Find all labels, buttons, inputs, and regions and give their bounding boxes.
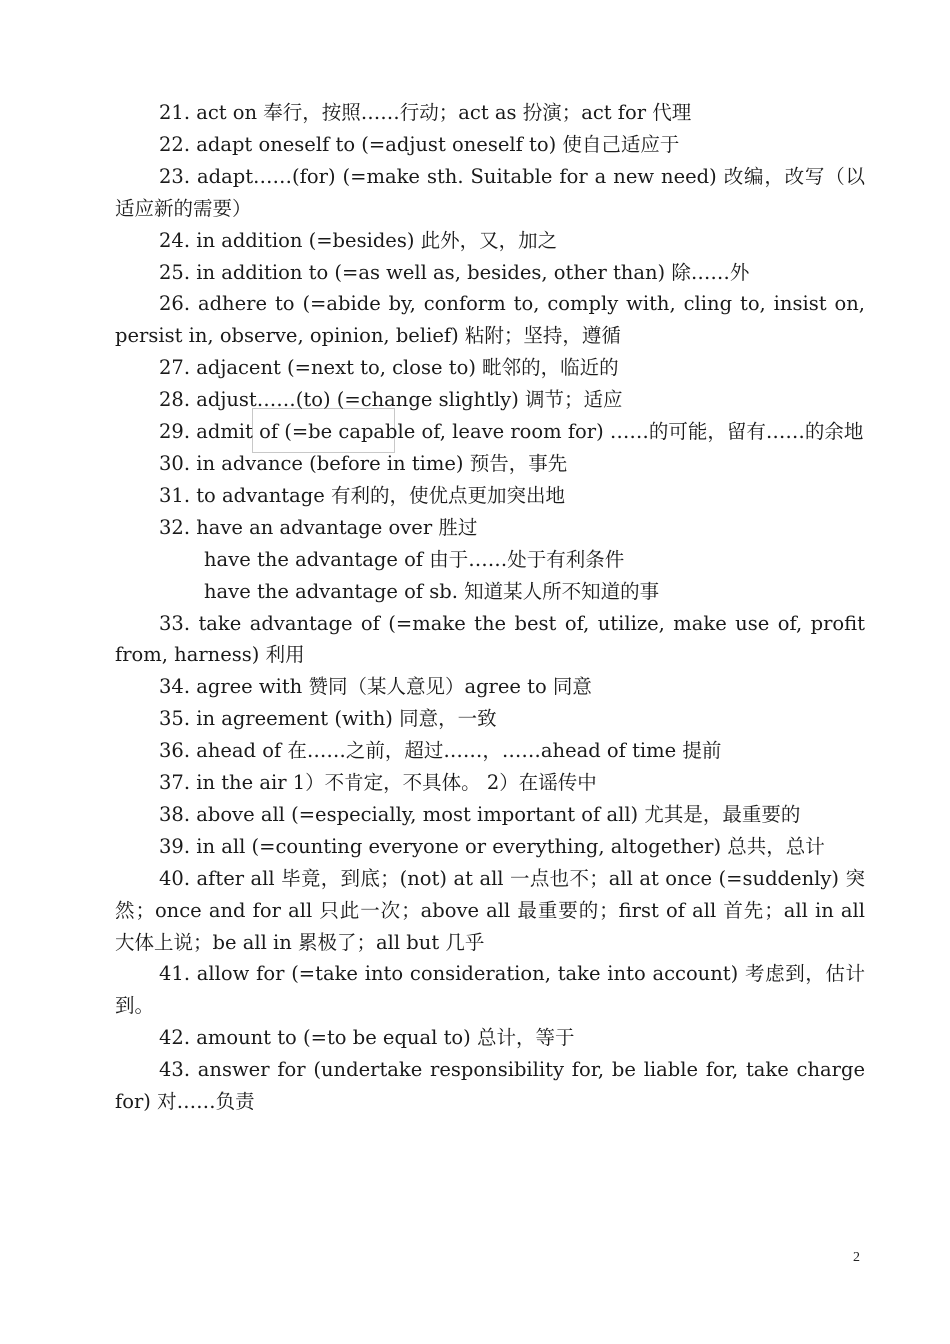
entry-42: 42. amount to (=to be equal to) 总计，等于 <box>159 1026 575 1050</box>
entry-35: 35. in agreement (with) 同意，一致 <box>159 707 497 731</box>
entry-32: 32. have an advantage over 胜过 <box>159 515 478 539</box>
entry-43: 43. answer for (undertake responsibility for, be liable for, take charge for) 对……负责 <box>115 1058 865 1114</box>
entry-32-sub-1: have the advantage of 由于……处于有利条件 <box>204 547 625 571</box>
entry-33: 33. take advantage of (=make the best of, utilize, make use of, profit from, harness) 利用 <box>115 611 865 667</box>
entry-30: 30. in advance (before in time) 预告，事先 <box>159 451 568 475</box>
vocabulary-list <box>115 97 865 1118</box>
entry-25: 25. in addition to (=as well as, besides, other than) 除……外 <box>159 260 750 284</box>
entry-22: 22. adapt oneself to (=adjust oneself to) 使自己适应于 <box>159 132 680 156</box>
entry-41: 41. allow for (=take into consideration, take into account) 考虑到，估计到。 <box>115 962 865 1018</box>
entry-39: 39. in all (=counting everyone or everything, altogether) 总共，总计 <box>159 834 825 858</box>
entry-24: 24. in addition (=besides) 此外，又，加之 <box>159 228 558 252</box>
entry-37: 37. in the air 1）不肯定，不具体。 2）在谣传中 <box>159 771 597 795</box>
page-number: 2 <box>853 1250 860 1265</box>
entry-32-sub-2: have the advantage of sb. 知道某人所不知道的事 <box>204 579 660 603</box>
entry-23: 23. adapt……(for) (=make sth. Suitable for a new need) 改编，改写（以适应新的需要） <box>115 164 865 220</box>
entry-36: 36. ahead of 在……之前，超过……，……ahead of time 提前 <box>159 739 722 763</box>
entry-27: 27. adjacent (=next to, close to) 毗邻的，临近的 <box>159 356 619 380</box>
entry-29: 29. admit of (=be capable of, leave room for) ……的可能，留有……的余地 <box>159 420 864 444</box>
entry-26: 26. adhere to (=abide by, conform to, comply with, cling to, insist on, persist in, observe, opinion, belief) 粘附；坚持，遵循 <box>115 292 865 348</box>
entry-38: 38. above all (=especially, most important of all) 尤其是，最重要的 <box>159 802 801 826</box>
entry-31: 31. to advantage 有利的，使优点更加突出地 <box>159 483 565 507</box>
entry-21: 21. act on 奉行，按照……行动；act as 扮演；act for 代理 <box>159 101 692 124</box>
entry-34: 34. agree with 赞同（某人意见）agree to 同意 <box>159 675 592 699</box>
entry-28: 28. adjust……(to) (=change slightly) 调节；适应 <box>159 388 623 412</box>
entry-40: 40. after all 毕竟，到底；(not) at all 一点也不；all at once (=suddenly) 突然；once and for all 只此一次；above all 最重要的；first of all 首先；all in all 大体上说；be all in 累极了；all but 几乎 <box>115 866 865 954</box>
